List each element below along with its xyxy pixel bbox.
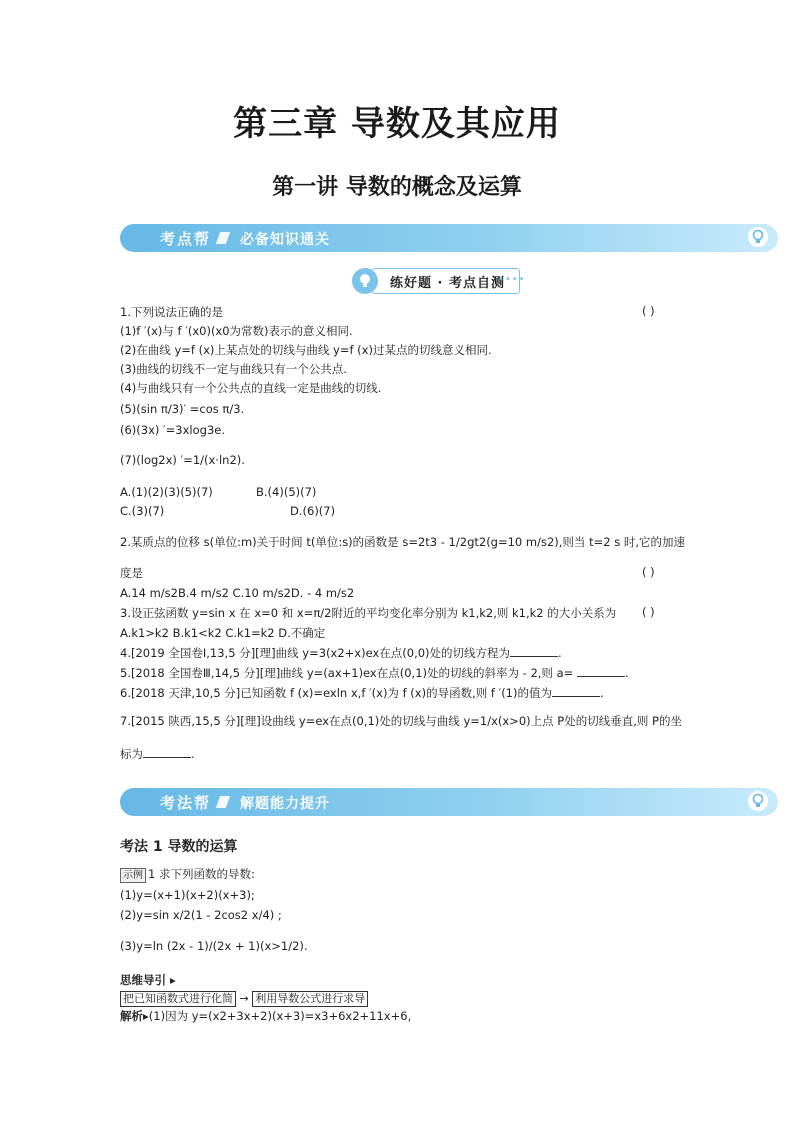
flow-step-1: 把已知函数式进行化简 [120,991,236,1007]
q1-line6: (6)(3x) ′=3xlog3e. [120,423,225,437]
q3-line1: 3.设正弦函数 y=sin x 在 x=0 和 x=π/2附近的平均变化率分别为 k1,k2,则 k1,k2 的大小关系为 [120,606,617,620]
q2-answer-paren: ( ) [642,565,655,579]
lightbulb-icon [748,227,768,247]
pill-dots: •••• [498,274,526,285]
analysis-arrow-icon: ▸ [143,1009,149,1023]
band-primary-label: 考法帮 [160,794,212,812]
q1-answer-paren: ( ) [642,304,655,318]
q3-options: A.k1>k2 B.k1<k2 C.k1=k2 D.不确定 [120,626,326,640]
q1-option-b: B.(4)(5)(7) [256,485,317,499]
thinking-guide-label: 思维导引 ▸ [120,973,176,987]
chapter-title: 第三章 导数及其应用 [233,104,561,144]
example-item-1: (1)y=(x+1)(x+2)(x+3); [120,888,255,902]
q1-line4: (4)与曲线只有一个公共点的直线一定是曲线的切线. [120,381,382,395]
example-badge: 示例 [120,868,146,883]
thinking-flow [120,991,368,1007]
q7-line2: 标为 . [120,747,195,761]
practice-pill [352,268,526,294]
section-band-methods [120,788,778,816]
q4-blank [510,645,558,657]
band-separator [216,232,230,244]
q3-answer-paren: ( ) [642,605,655,619]
q5-text: 5.[2018 全国卷Ⅲ,14,5 分][理]曲线 y=(ax+1)ex在点(0,1)处的切线的斜率为 - 2,则 a= [120,666,574,680]
band-secondary-label: 必备知识通关 [240,232,330,248]
q5-blank [577,665,625,677]
practice-pill-label: 练好题 · 考点自测 [390,276,505,291]
q1-line5: (5)(sin π/3)′ =cos π/3. [120,402,245,416]
lecture-title: 第一讲 导数的概念及运算 [272,175,522,200]
example-stem: 1 求下列函数的导数: [148,867,255,881]
band-primary-label: 考点帮 [160,230,212,248]
q5-line: 5.[2018 全国卷Ⅲ,14,5 分][理]曲线 y=(ax+1)ex在点(0,1)处的切线的斜率为 - 2,则 a= . [120,666,629,680]
q1-option-d: D.(6)(7) [290,504,336,518]
q7-blank [143,746,191,758]
analysis-label: 解析 [120,1009,143,1023]
band-separator [216,796,230,808]
lightbulb-icon [748,791,768,811]
q6-text: 6.[2018 天津,10,5 分]已知函数 f (x)=exln x,f ′(x)为 f (x)的导函数,则 f ′(1)的值为 [120,686,552,700]
section-band-knowledge [120,224,778,252]
q2-line2: 度是 [120,566,143,580]
q7-line1: 7.[2015 陕西,15,5 分][理]设曲线 y=ex在点(0,1)处的切线与曲线 y=1/x(x>0)上点 P处的切线垂直,则 P的坐 [120,714,682,728]
q4-line: 4.[2019 全国卷Ⅰ,13,5 分][理]曲线 y=3(x2+x)ex在点(0,0)处的切线方程为 . [120,646,562,660]
q1-line1: (1)f ′(x)与 f ′(x0)(x0为常数)表示的意义相同. [120,324,353,338]
q7-text: 标为 [120,747,143,761]
q2-options: A.14 m/s2B.4 m/s2 C.10 m/s2D. - 4 m/s2 [120,586,355,600]
q4-text: 4.[2019 全国卷Ⅰ,13,5 分][理]曲线 y=3(x2+x)ex在点(0,0)处的切线方程为 [120,646,511,660]
q1-stem: 1.下列说法正确的是 [120,305,223,319]
q1-line7: (7)(log2x) ′=1/(x·ln2). [120,453,245,467]
q1-option-c: C.(3)(7) [120,504,165,518]
q1-option-a: A.(1)(2)(3)(5)(7) [120,485,213,499]
q1-line2: (2)在曲线 y=f (x)上某点处的切线与曲线 y=f (x)过某点的切线意义相同. [120,343,492,357]
guide-label-text: 思维导引 [120,973,166,987]
example-item-3: (3)y=ln (2x - 1)/(2x + 1)(x>1/2). [120,939,308,953]
method-title: 考法 1 导数的运算 [120,839,238,855]
analysis-text: (1)因为 y=(x2+3x+2)(x+3)=x3+6x2+11x+6, [148,1009,412,1023]
q2-line1: 2.某质点的位移 s(单位:m)关于时间 t(单位:s)的函数是 s=2t3 - 1/2gt2(g=10 m/s2),则当 t=2 s 时,它的加速 [120,535,686,549]
bulb-badge-icon [352,268,378,294]
q6-blank [552,685,600,697]
band-secondary-label: 解题能力提升 [240,796,330,812]
example-stem-line [120,866,255,883]
flow-step-2: 利用导数公式进行求导 [252,991,368,1007]
q6-line: 6.[2018 天津,10,5 分]已知函数 f (x)=exln x,f ′(x)为 f (x)的导函数,则 f ′(1)的值为 . [120,686,604,700]
q1-line3: (3)曲线的切线不一定与曲线只有一个公共点. [120,362,347,376]
example-item-2: (2)y=sin x/2(1 - 2cos2 x/4) ; [120,908,282,922]
flow-arrow-icon: → [239,992,249,1005]
analysis-line [120,1008,411,1024]
